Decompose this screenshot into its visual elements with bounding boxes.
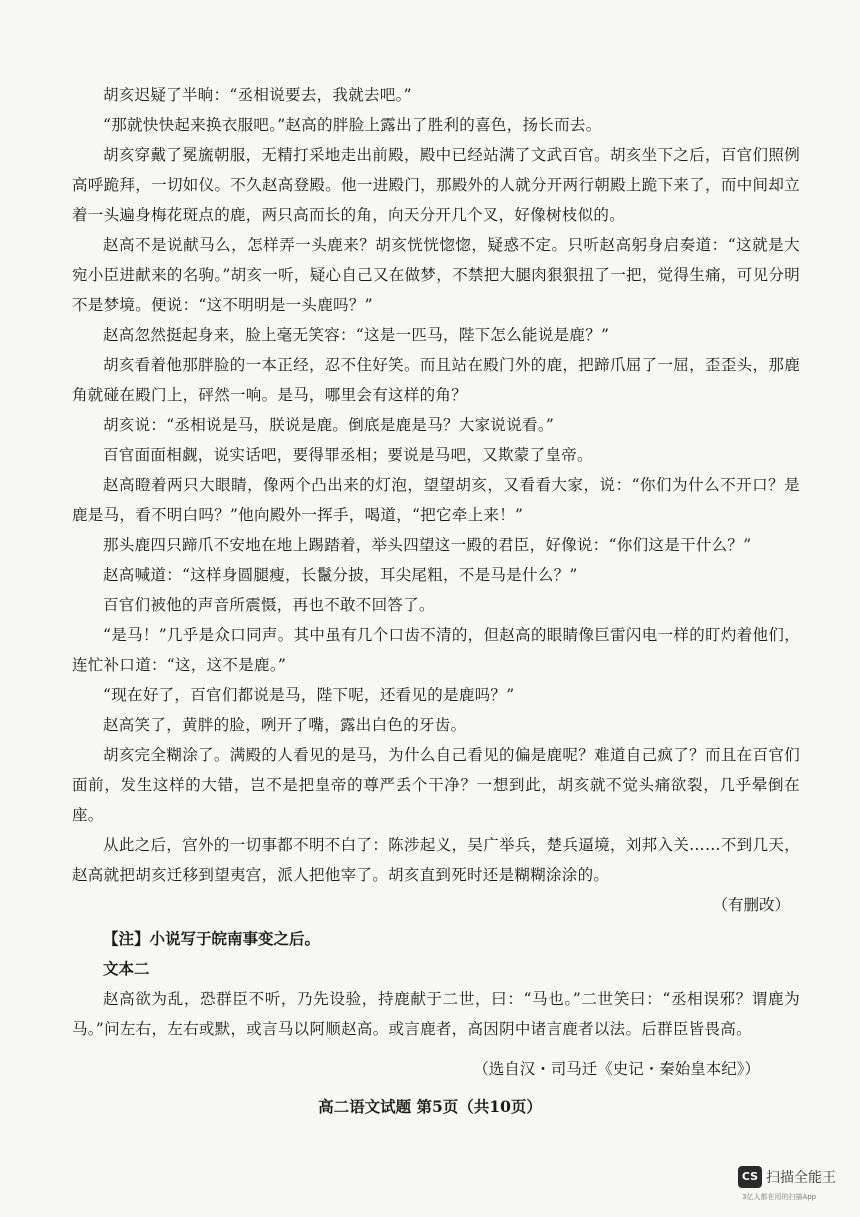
- camscanner-logo-icon: CS: [738, 1166, 762, 1188]
- watermark-name: 扫描全能王: [766, 1170, 836, 1186]
- page-footer: 高二语文试题 第5页（共10页）: [318, 1097, 542, 1116]
- note: 【注】小说写于皖南事变之后。: [103, 930, 321, 948]
- text2-body: 赵高欲为乱，恐群臣不听，乃先设验，持鹿献于二世，曰：“马也。”二世笑曰：“丞相误邪？谓鹿为马。”问左右，左右或默，或言马以阿顺赵高。或言鹿者，高因阴中诸言鹿者以法。后群臣皆畏高。: [72, 990, 800, 1038]
- paragraph-2: “那就快快起来换衣服吧。”赵高的胖脸上露出了胜利的喜色，扬长而去。: [103, 116, 602, 134]
- paragraph-17: 从此之后，宫外的一切事都不明不白了：陈涉起义，吴广举兵，楚兵逼境，刘邦入关……不到几天，赵高就把胡亥迁移到望夷宫，派人把他宰了。胡亥直到死时还是糊糊涂涂的。: [72, 836, 800, 884]
- watermark-tagline: 3亿人都在用的扫描App: [742, 1193, 817, 1201]
- paragraph-3: 胡亥穿戴了冕旒朝服，无精打采地走出前殿，殿中已经站满了文武百官。胡亥坐下之后，百官们照例高呼跪拜，一切如仪。不久赵高登殿。他一进殿门，那殿外的人就分开两行朝殿上跪下来了，而中间却立着一头遍身梅花斑点的鹿，两只高而长的角，向天分开几个叉，好像树枝似的。: [72, 146, 800, 224]
- paragraph-7: 胡亥说：“丞相说是马，朕说是鹿。倒底是鹿是马？大家说说看。”: [103, 416, 555, 434]
- page-content: [72, 80, 800, 1084]
- edit-credit: （有删改）: [712, 896, 790, 914]
- paragraph-5: 赵高忽然挺起身来，脸上毫无笑容：“这是一匹马，陛下怎么能说是鹿？”: [103, 326, 610, 344]
- paragraph-11: 赵高喊道：“这样身圆腿瘦，长鬣分披，耳尖尾粗，不是马是什么？”: [103, 566, 578, 584]
- paragraph-14: “现在好了，百官们都说是马，陛下呢，还看见的是鹿吗？”: [103, 686, 515, 704]
- paragraph-13: “是马！”几乎是众口同声。其中虽有几个口齿不清的，但赵高的眼睛像巨雷闪电一样的盯灼着他们，连忙补口道：“这，这不是鹿。”: [72, 626, 800, 674]
- paragraph-15: 赵高笑了，黄胖的脸，咧开了嘴，露出白色的牙齿。: [103, 716, 467, 734]
- paragraph-10: 那头鹿四只蹄爪不安地在地上踢踏着，举头四望这一殿的君臣，好像说：“你们这是干什么？”: [103, 536, 752, 554]
- scanner-watermark: [738, 1166, 848, 1206]
- paragraph-12: 百官们被他的声音所震慑，再也不敢不回答了。: [103, 596, 435, 614]
- paragraph-6: 胡亥看着他那胖脸的一本正经，忍不住好笑。而且站在殿门外的鹿，把蹄爪屈了一屈，歪歪头，那鹿角就碰在殿门上，砰然一响。是马，哪里会有这样的角？: [72, 356, 800, 404]
- paragraph-8: 百官面面相觑，说实话吧，要得罪丞相；要说是马吧，又欺蒙了皇帝。: [103, 446, 593, 464]
- paragraph-1: 胡亥迟疑了半晌：“丞相说要去，我就去吧。”: [103, 86, 412, 104]
- paragraph-4: 赵高不是说献马么，怎样弄一头鹿来？胡亥恍恍惚惚，疑惑不定。只听赵高躬身启奏道：“这就是大宛小臣进献来的名驹。”胡亥一听，疑心自己又在做梦，不禁把大腿肉狠狠扭了一把，觉得生痛，可见分明不是梦境。便说：“这不明明是一头鹿吗？”: [72, 236, 800, 314]
- text2-source: （选自汉・司马迁《史记・秦始皇本纪》）: [473, 1060, 760, 1078]
- paragraph-9: 赵高瞪着两只大眼睛，像两个凸出来的灯泡，望望胡亥，又看看大家，说：“你们为什么不开口？是鹿是马，看不明白吗？”他向殿外一挥手，喝道，“把它牵上来！”: [72, 476, 800, 524]
- paragraph-16: 胡亥完全糊涂了。满殿的人看见的是马，为什么自己看见的偏是鹿呢？难道自己疯了？而且在百官们面前，发生这样的大错，岂不是把皇帝的尊严丢个干净？一想到此，胡亥就不觉头痛欲裂，几乎晕倒在座。: [72, 746, 800, 824]
- text2-heading: 文本二: [103, 960, 150, 978]
